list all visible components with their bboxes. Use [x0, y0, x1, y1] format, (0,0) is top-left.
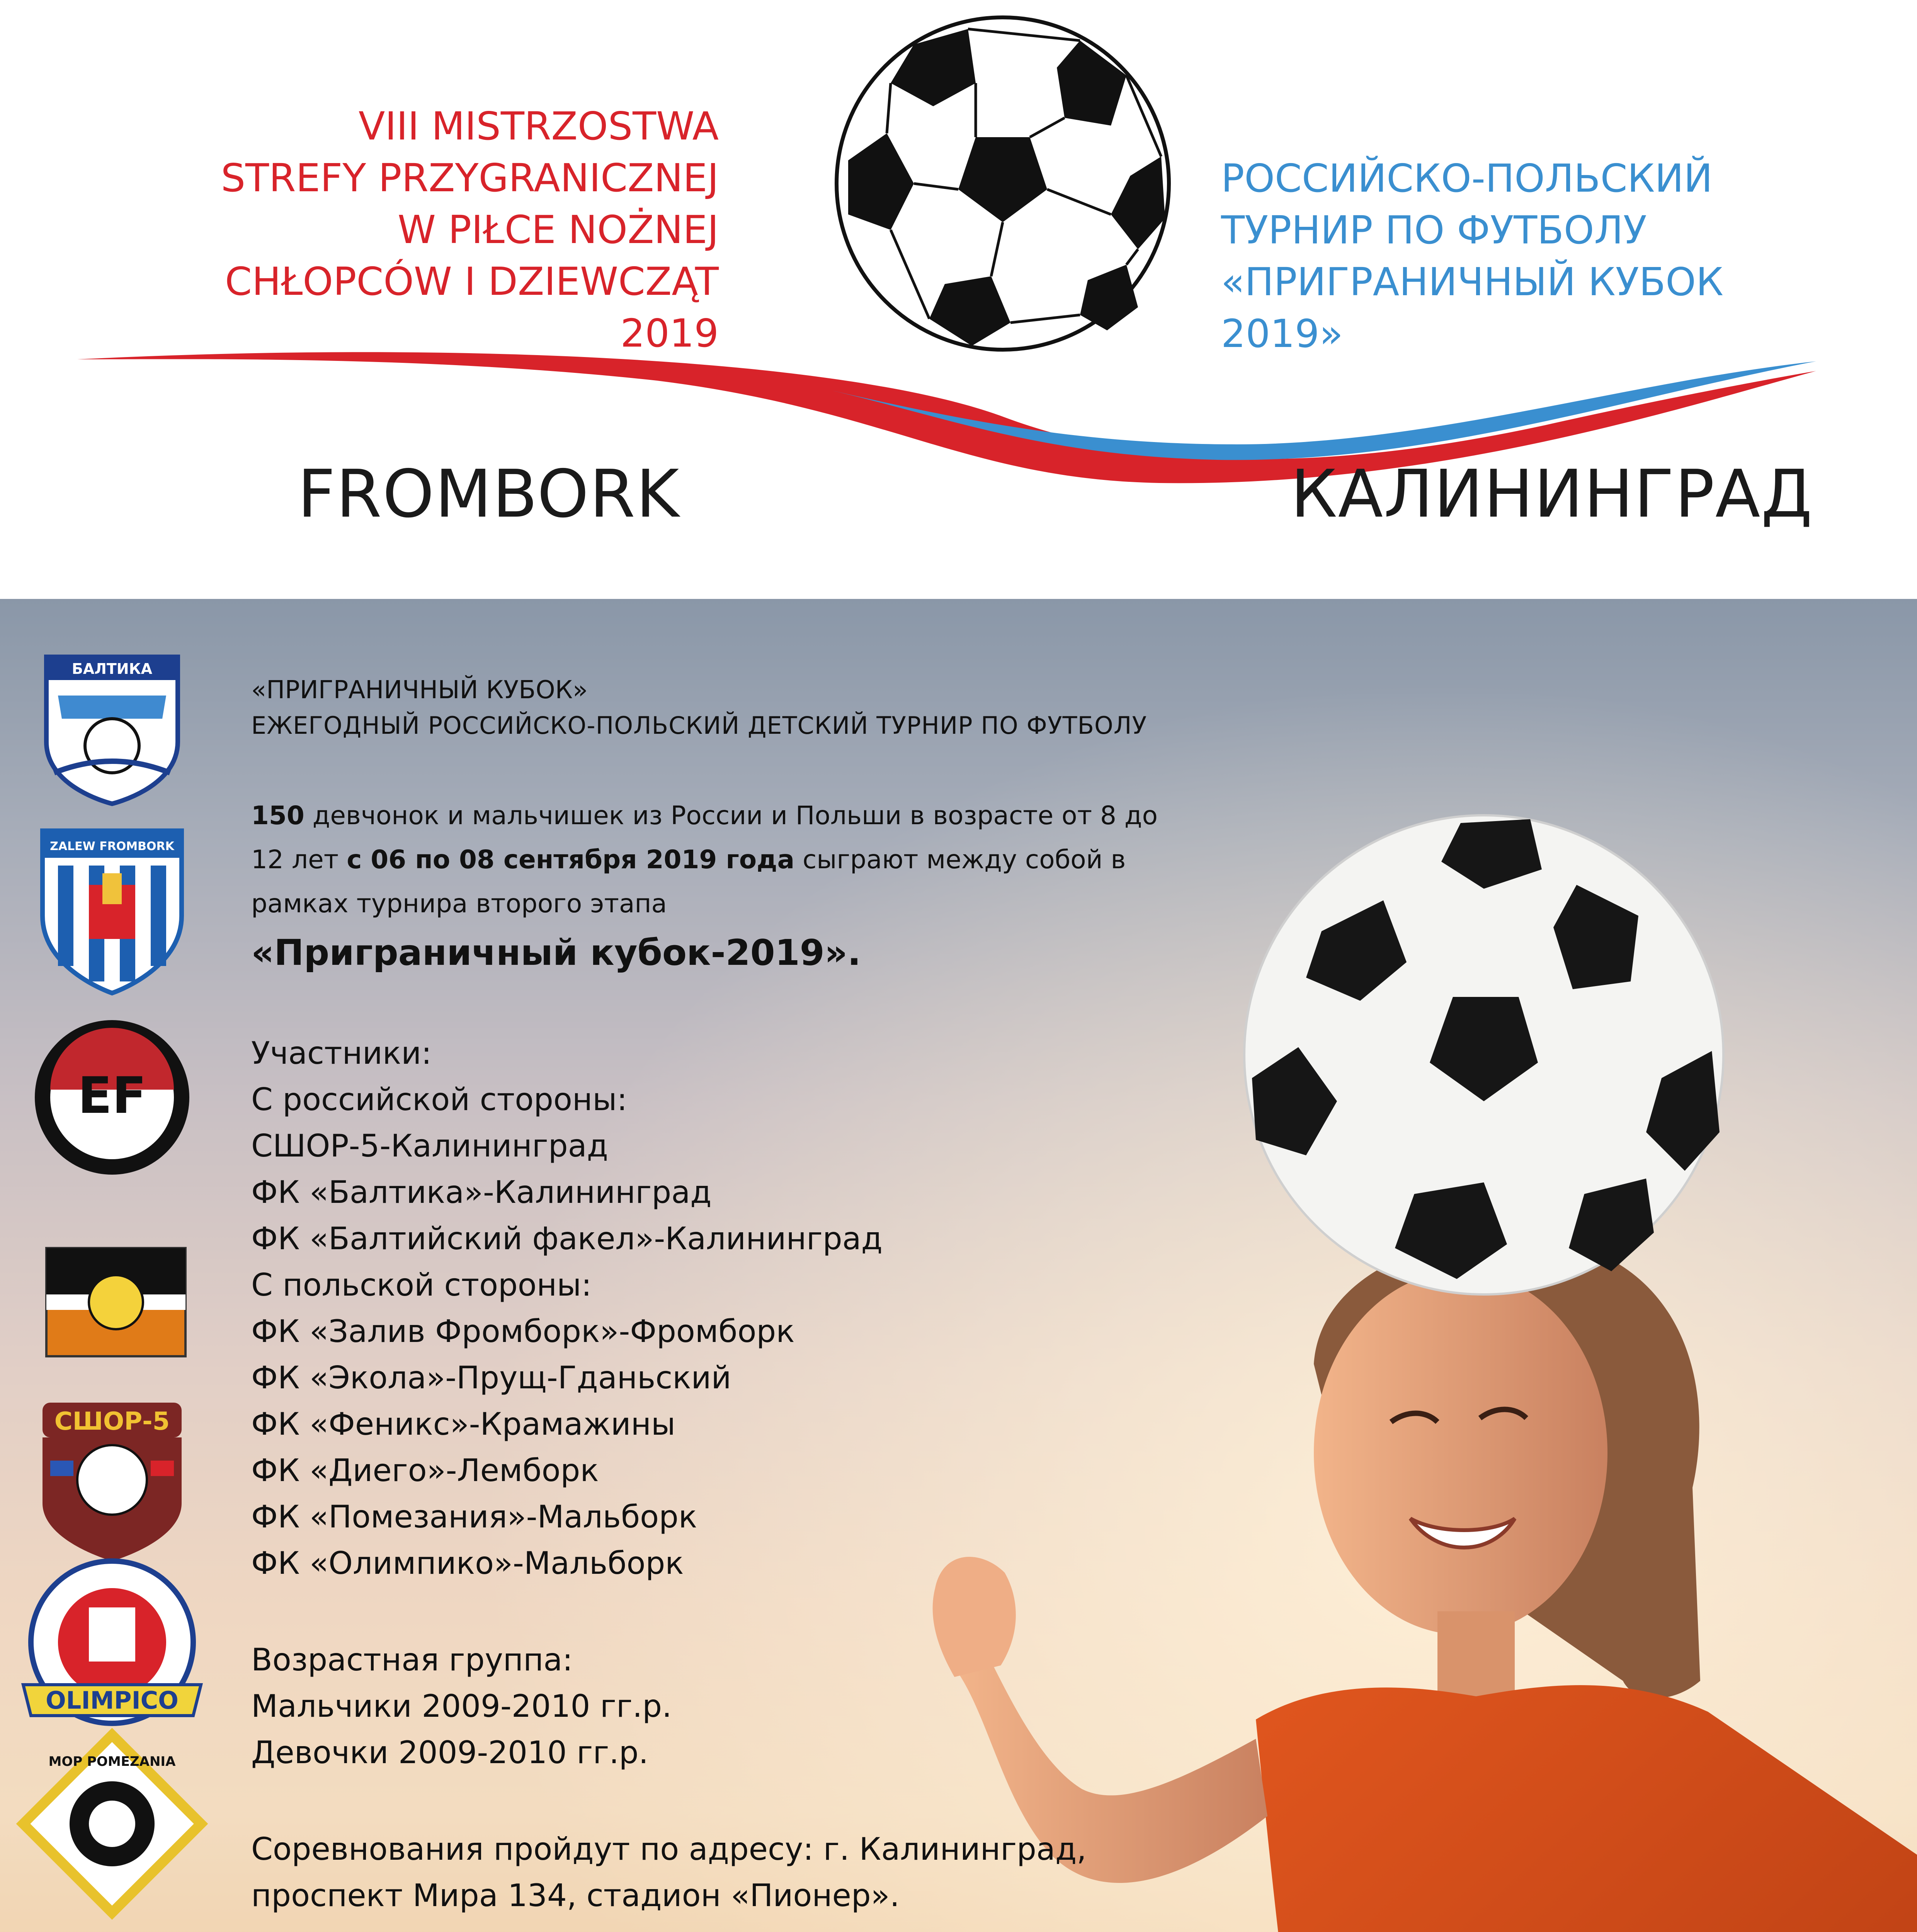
header-russian-line: ТУРНИР ПО ФУТБОЛУ: [1221, 207, 1647, 253]
city-frombork: FROMBORK: [298, 456, 680, 532]
participants-count: 150: [251, 801, 304, 830]
header-polish-line: STREFY PRZYGRANICZNEJ: [221, 155, 719, 201]
header-polish-line: VIII MISTRZOSTWA: [358, 104, 719, 149]
intro-line-1: девчонок и мальчишек из России и Польши в возрасте от 8 до: [304, 801, 1158, 830]
zalew-frombork-logo: [43, 831, 182, 993]
header-russian-line: 2019»: [1221, 311, 1343, 356]
sshor-5-logo: [43, 1403, 182, 1561]
list-item: С российской стороны:: [251, 1082, 628, 1117]
cup-subtitle: ЕЖЕГОДНЫЙ РОССИЙСКО-ПОЛЬСКИЙ ДЕТСКИЙ ТУРНИР ПО ФУТБОЛУ: [251, 711, 1147, 740]
age-group-girls: Девочки 2009-2010 гг.р.: [251, 1735, 649, 1770]
tournament-dates: с 06 по 08 сентября 2019 года: [347, 845, 794, 874]
header-russian-line: «ПРИГРАНИЧНЫЙ КУБОК: [1221, 259, 1723, 304]
age-group-title: Возрастная группа:: [251, 1642, 573, 1678]
main-text-block: [251, 672, 1217, 1932]
address-line: проспект Мира 134, стадион «Пионер».: [251, 1878, 900, 1913]
header-russian-title: [1221, 153, 1878, 360]
pomezania-logo: [23, 1735, 201, 1913]
intro-paragraph: [251, 794, 1217, 980]
cup-name: «Приграничный кубок-2019».: [251, 932, 861, 973]
participants-list: [251, 1030, 1217, 1587]
escola-futbolu-logo: [35, 1020, 189, 1175]
header-polish-line: W PIŁCE NOŻNEJ: [398, 207, 719, 252]
list-item: ФК «Феникс»-Крамажины: [251, 1406, 676, 1442]
intro-line-2-pre: 12 лет: [251, 845, 347, 874]
olimpico-logo-label: OLIMPICO: [46, 1686, 179, 1714]
pomezania-logo-label: MOP POMEZANIA: [48, 1754, 176, 1769]
age-group: [251, 1637, 1217, 1776]
cup-title: «ПРИГРАНИЧНЫЙ КУБОК»: [251, 676, 588, 704]
header-russian-line: РОССИЙСКО-ПОЛЬСКИЙ: [1221, 156, 1713, 201]
list-item: Участники:: [251, 1035, 432, 1071]
venue-address: [251, 1826, 1217, 1919]
header-polish-title: [97, 100, 719, 359]
photo-band: [0, 599, 1917, 1932]
intro-line-3: рамках турнира второго этапа: [251, 889, 667, 918]
city-kaliningrad: КАЛИНИНГРАД: [1291, 456, 1813, 532]
list-item: СШОР-5-Калининград: [251, 1128, 608, 1164]
child-face: [1314, 1271, 1607, 1634]
header-polish-line: 2019: [620, 311, 719, 356]
club-logos-column: [15, 599, 209, 1932]
baltika-logo: [46, 657, 178, 804]
list-item: ФК «Экола»-Прущ-Гданьский: [251, 1360, 731, 1396]
intro-line-2-rest: сыграют между собой в: [794, 845, 1126, 874]
list-item: ФК «Балтика»-Калининград: [251, 1174, 712, 1210]
soccer-ball-icon: [1244, 815, 1723, 1294]
age-group-boys: Мальчики 2009-2010 гг.р.: [251, 1688, 672, 1724]
list-item: С польской стороны:: [251, 1267, 592, 1303]
list-item: ФК «Олимпико»-Мальборк: [251, 1545, 684, 1581]
address-line: Соревнования пройдут по адресу: г. Калининград,: [251, 1831, 1087, 1867]
escola-futbolu-logo-label: EF: [78, 1066, 146, 1125]
zalew-frombork-logo-label: ZALEW FROMBORK: [50, 840, 174, 853]
list-item: ФК «Помезания»-Мальборк: [251, 1499, 697, 1535]
sshor-5-logo-label: СШОР-5: [54, 1407, 170, 1436]
list-item: ФК «Балтийский факел»-Калининград: [251, 1221, 883, 1257]
olimpico-logo: [23, 1561, 201, 1723]
baltika-logo-label: БАЛТИКА: [71, 660, 153, 677]
header-polish-line: CHŁOPCÓW I DZIEWCZĄT: [225, 259, 719, 304]
list-item: ФК «Залив Фромборк»-Фромборк: [251, 1313, 795, 1349]
list-item: ФК «Диего»-Лемборк: [251, 1452, 599, 1488]
sketched-ball-icon: [837, 17, 1169, 350]
baltic-torch-logo: [46, 1248, 185, 1356]
child-neck: [1437, 1611, 1515, 1704]
